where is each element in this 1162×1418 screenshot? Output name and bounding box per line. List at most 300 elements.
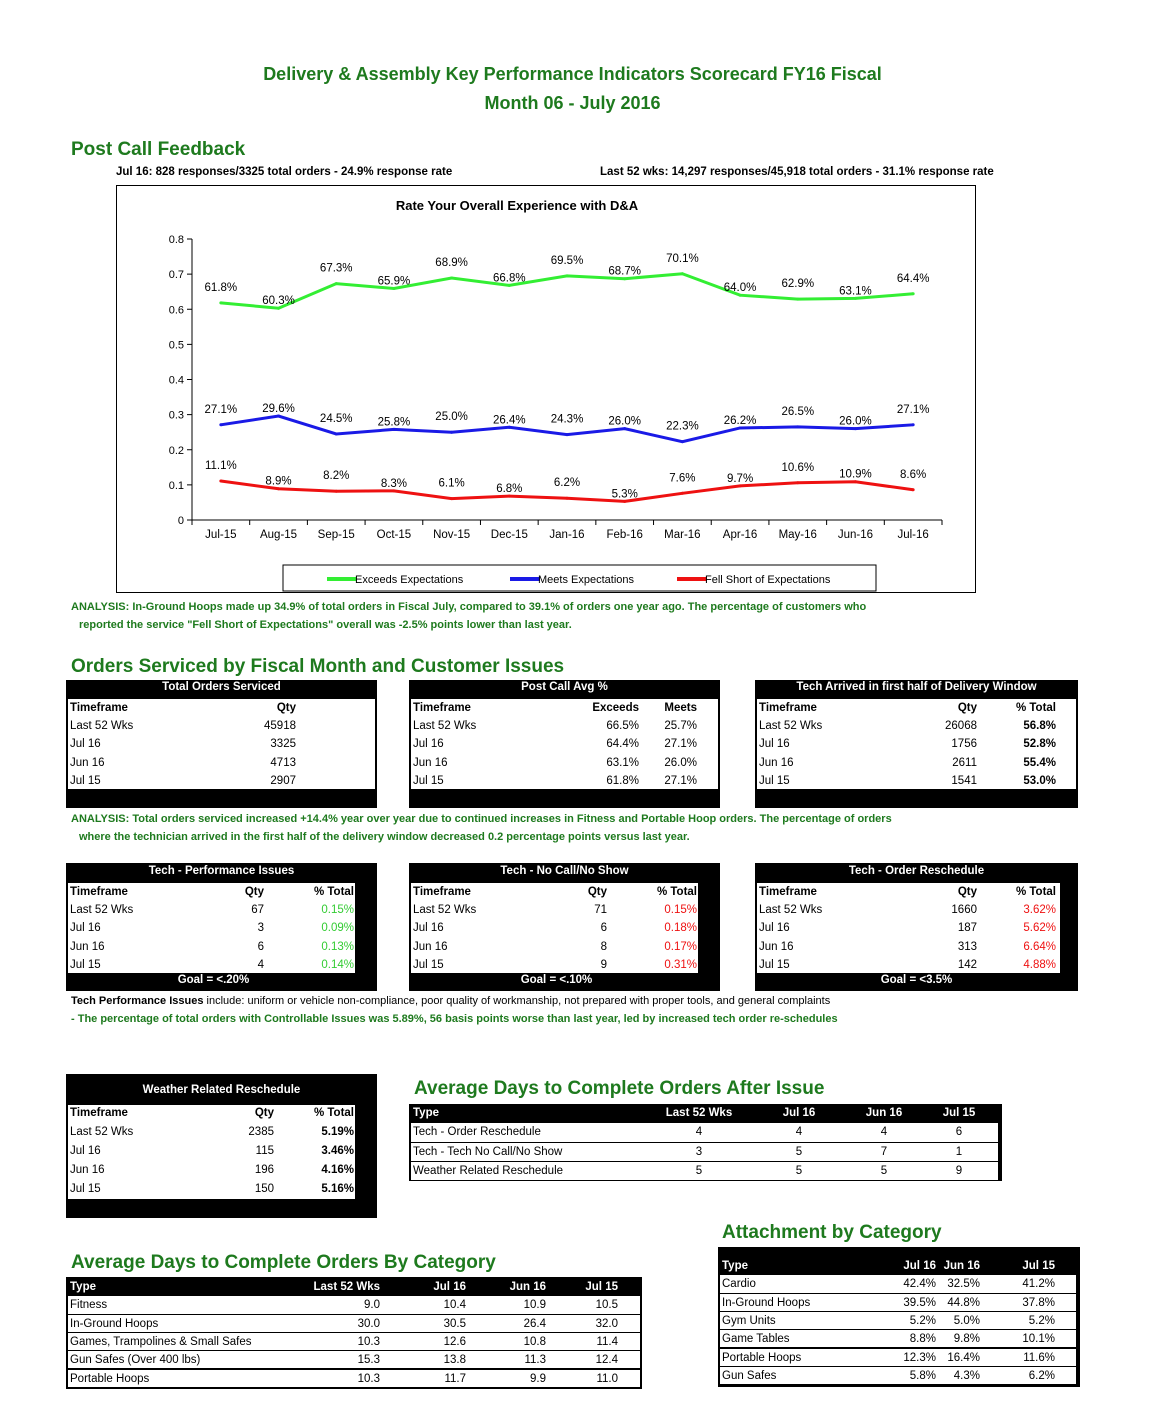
perf-issues-note-rest: include: uniform or vehicle non-compliance, poor quality of workmanship, not prepared with proper tools, and general complaints xyxy=(203,995,831,1007)
reschedule-title: Tech - Order Reschedule xyxy=(848,865,985,877)
y-tick-label: 0 xyxy=(177,515,184,527)
data-label: 68.7% xyxy=(608,265,641,278)
table-cell: 10.5 xyxy=(595,1299,618,1312)
data-label: 10.9% xyxy=(839,468,872,481)
table-cell: Jun 16 xyxy=(413,940,448,953)
x-tick-label: Mar-16 xyxy=(664,529,701,541)
table-cell: 0.15% xyxy=(664,904,697,917)
table-cell: 32.5% xyxy=(947,1278,980,1291)
postcall-avg-table xyxy=(409,680,720,808)
table-cell: 0.15% xyxy=(321,904,354,917)
table-cell: 4.3% xyxy=(953,1369,980,1382)
data-label: 62.9% xyxy=(781,278,815,291)
postcall-avg-title: Post Call Avg % xyxy=(521,681,608,693)
table-cell: Jul 15 xyxy=(70,1183,101,1195)
y-tick-label: 0.5 xyxy=(168,339,184,352)
orders-analysis-1: ANALYSIS: Total orders serviced increased +14.4% year over year due to continued increases in Fitness and Portable Hoop orders. The percentage of orders xyxy=(71,813,892,825)
table-cell: 10.3 xyxy=(357,1335,380,1348)
x-tick-label: Jul-16 xyxy=(897,529,929,541)
table-cell: 196 xyxy=(254,1164,274,1176)
table-cell: Gun Safes xyxy=(722,1369,777,1382)
table-cell: 6.2% xyxy=(1028,1369,1055,1382)
legend-label: Exceeds Expectations xyxy=(355,574,464,586)
y-tick-label: 0.6 xyxy=(168,304,184,317)
table-cell: 37.8% xyxy=(1022,1296,1055,1309)
nocall-goal: Goal = <.10% xyxy=(520,974,593,986)
x-tick-label: Jan-16 xyxy=(549,529,585,541)
table-cell: 3.46% xyxy=(321,1145,354,1157)
table-cell: 5.19% xyxy=(321,1126,354,1138)
table-cell: 0.14% xyxy=(321,958,354,971)
data-label: 64.4% xyxy=(896,272,930,285)
table-cell: 3 xyxy=(695,1145,703,1158)
data-label: 9.7% xyxy=(726,472,754,485)
table-cell: 9 xyxy=(600,958,607,971)
data-label: 26.0% xyxy=(839,415,872,428)
data-label: 8.6% xyxy=(900,468,927,481)
chart-title: Rate Your Overall Experience with D&A xyxy=(395,198,639,213)
table-cell: 0.18% xyxy=(664,922,697,935)
table-cell: 42.4% xyxy=(903,1278,936,1291)
table-header-cell: Type xyxy=(413,1107,439,1119)
x-tick-label: Aug-15 xyxy=(259,529,298,541)
data-point xyxy=(450,497,453,500)
legend-label: Meets Expectations xyxy=(538,574,634,586)
table-cell: 13.8 xyxy=(443,1354,466,1367)
tech-arrived-title: Tech Arrived in first half of Delivery Window xyxy=(796,681,1037,693)
table-header-cell: Type xyxy=(722,1260,748,1272)
table-cell: 16.4% xyxy=(947,1351,980,1364)
table-cell: 150 xyxy=(254,1183,274,1195)
post-call-left-subtitle: Jul 16: 828 responses/3325 total orders - 24.9% response rate xyxy=(116,166,453,178)
table-cell: Last 52 Wks xyxy=(413,720,477,733)
table-cell: Jul 15 xyxy=(759,958,790,971)
table-cell: 0.31% xyxy=(664,958,697,971)
table-cell: 10.8 xyxy=(523,1335,546,1348)
table-cell: 26068 xyxy=(945,720,977,733)
table-cell: 63.1% xyxy=(606,756,639,769)
table-cell: 55.4% xyxy=(1023,756,1056,769)
table-cell: Jun 16 xyxy=(70,1164,105,1176)
table-cell: 26.0% xyxy=(664,756,697,769)
table-cell: 1756 xyxy=(951,738,977,751)
title-line-2: Month 06 - July 2016 xyxy=(484,93,661,113)
data-label: 25.0% xyxy=(435,411,468,424)
table-cell: 56.8% xyxy=(1023,720,1056,733)
table-cell: 2385 xyxy=(248,1126,274,1138)
experience-chart xyxy=(116,185,976,593)
table-cell: 5 xyxy=(695,1164,703,1177)
table-cell: 27.1% xyxy=(664,738,697,751)
table-header-cell: Exceeds xyxy=(592,702,639,714)
table-header-cell: Qty xyxy=(957,702,977,714)
table-cell: Jul 16 xyxy=(759,738,790,751)
table-header-cell: Qty xyxy=(254,1107,274,1119)
table-cell: Jul 16 xyxy=(70,738,101,751)
data-label: 63.1% xyxy=(839,285,872,298)
data-label: 6.8% xyxy=(496,483,523,496)
table-cell: 5 xyxy=(880,1164,888,1177)
table-cell: Fitness xyxy=(70,1299,108,1312)
table-header-cell: Last 52 Wks xyxy=(313,1281,380,1293)
experience-chart-svg xyxy=(117,186,975,592)
table-header-cell: Timeframe xyxy=(413,702,471,714)
table-cell: 39.5% xyxy=(903,1296,936,1309)
table-cell: 8 xyxy=(600,940,607,953)
data-point xyxy=(796,425,799,428)
table-header-cell: Timeframe xyxy=(70,886,128,898)
data-label: 27.1% xyxy=(204,403,238,416)
data-point xyxy=(681,492,684,495)
table-cell: 3 xyxy=(257,922,264,935)
avg-issue-heading: Average Days to Complete Orders After Issue xyxy=(414,1078,825,1099)
table-cell: 5.2% xyxy=(909,1314,936,1327)
data-point xyxy=(912,292,915,295)
data-label: 26.0% xyxy=(608,415,641,428)
table-header-cell: % Total xyxy=(656,886,697,898)
table-cell: Jul 15 xyxy=(759,774,790,787)
table-header-cell: Jun 16 xyxy=(943,1260,980,1272)
table-cell: Last 52 Wks xyxy=(70,720,134,733)
table-cell: 71 xyxy=(594,904,607,917)
data-label: 26.5% xyxy=(781,405,815,418)
x-tick-label: Sep-15 xyxy=(317,529,355,541)
data-label: 24.3% xyxy=(550,413,584,426)
table-cell: In-Ground Hoops xyxy=(70,1317,159,1330)
table-cell: Jul 15 xyxy=(413,958,444,971)
table-cell: Jun 16 xyxy=(413,756,448,769)
data-label: 64.0% xyxy=(723,282,757,295)
y-tick-label: 0.8 xyxy=(168,234,184,246)
table-cell: 5.62% xyxy=(1023,922,1056,935)
table-cell: 4.88% xyxy=(1023,958,1056,971)
table-cell: 5 xyxy=(795,1145,803,1158)
table-cell: 4 xyxy=(795,1126,803,1139)
x-tick-label: Feb-16 xyxy=(606,529,643,541)
tech-arrived-table xyxy=(755,680,1078,808)
table-cell: 61.8% xyxy=(606,774,639,787)
data-label: 27.1% xyxy=(896,403,930,416)
table-cell: 5.2% xyxy=(1028,1314,1055,1327)
table-header-cell: Qty xyxy=(244,886,264,898)
perf-issues-table xyxy=(66,863,377,991)
table-header-cell: % Total xyxy=(1015,886,1056,898)
data-point xyxy=(335,490,338,493)
y-tick-label: 0.3 xyxy=(168,409,184,422)
table-cell: 11.3 xyxy=(524,1354,546,1367)
data-point xyxy=(566,433,569,436)
table-cell: 67 xyxy=(251,904,264,917)
table-cell: 53.0% xyxy=(1023,774,1056,787)
table-header-cell: Timeframe xyxy=(759,702,817,714)
table-cell: 4 xyxy=(695,1126,703,1139)
x-tick-label: Jul-15 xyxy=(205,529,237,541)
data-label: 22.3% xyxy=(666,420,699,433)
table-cell: 6 xyxy=(600,922,607,935)
table-cell: Cardio xyxy=(722,1278,756,1291)
perf-issues-note xyxy=(71,992,830,1010)
table-cell: 30.5 xyxy=(443,1317,466,1330)
data-point xyxy=(566,274,569,277)
data-point xyxy=(219,301,222,304)
data-label: 7.6% xyxy=(669,472,696,485)
post-call-heading: Post Call Feedback xyxy=(71,139,246,160)
data-label: 8.2% xyxy=(323,470,350,483)
table-header-cell: % Total xyxy=(313,1107,354,1119)
table-cell: Last 52 Wks xyxy=(759,904,823,917)
table-cell: 52.8% xyxy=(1023,738,1056,751)
data-point xyxy=(450,431,453,434)
data-label: 8.3% xyxy=(380,477,408,490)
controllable-issues-note: - The percentage of total orders with Controllable Issues was 5.89%, 56 basis points worse than last year, led by increased tech order re-schedules xyxy=(71,1013,838,1025)
table-cell: 4.16% xyxy=(321,1164,354,1176)
table-cell: 7 xyxy=(880,1145,888,1158)
table-cell: 2907 xyxy=(270,774,296,787)
table-cell: Jul 16 xyxy=(759,922,790,935)
table-cell: Gun Safes (Over 400 lbs) xyxy=(70,1354,201,1367)
table-cell: 12.4 xyxy=(595,1354,618,1367)
avg-issue-table xyxy=(409,1104,1002,1181)
table-cell: 4 xyxy=(880,1126,888,1139)
reschedule-goal: Goal = <3.5% xyxy=(880,974,953,986)
data-label: 29.6% xyxy=(262,403,295,416)
orders-analysis-2: where the technician arrived in the first half of the delivery window decreased 0.2 percentage points versus last year. xyxy=(79,831,690,843)
data-point xyxy=(796,481,799,484)
table-cell: 5.8% xyxy=(909,1369,936,1382)
data-label: 65.9% xyxy=(377,275,411,288)
table-cell: Jul 16 xyxy=(70,922,101,935)
data-label: 67.3% xyxy=(319,262,353,275)
x-tick-label: Nov-15 xyxy=(433,529,471,541)
table-cell: 11.0 xyxy=(596,1372,618,1385)
data-point xyxy=(335,282,338,285)
table-cell: 313 xyxy=(957,940,977,953)
table-cell: Jul 16 xyxy=(413,922,444,935)
table-cell: 10.9 xyxy=(523,1299,546,1312)
table-cell: 64.4% xyxy=(606,738,639,751)
data-label: 26.2% xyxy=(723,414,757,427)
table-cell: 10.4 xyxy=(443,1299,466,1312)
table-header-cell: % Total xyxy=(1015,702,1056,714)
table-cell: 1 xyxy=(955,1145,963,1158)
weather-table xyxy=(66,1074,377,1218)
table-header-cell: Type xyxy=(70,1281,96,1293)
table-header-cell: Timeframe xyxy=(413,886,471,898)
data-label: 68.9% xyxy=(435,256,468,269)
table-cell: Tech - Tech No Call/No Show xyxy=(413,1145,563,1158)
table-cell: 45918 xyxy=(264,720,296,733)
table-cell: Portable Hoops xyxy=(70,1372,150,1385)
title-line-1: Delivery & Assembly Key Performance Indicators Scorecard FY16 Fiscal xyxy=(263,64,882,84)
table-header-cell: Jul 15 xyxy=(942,1107,976,1119)
perf-issues-note-bold: Tech Performance Issues xyxy=(71,995,204,1007)
table-cell: 3.62% xyxy=(1023,904,1056,917)
data-label: 5.3% xyxy=(611,488,638,501)
table-cell: 32.0 xyxy=(595,1317,618,1330)
data-point xyxy=(796,298,799,301)
table-header-cell: Last 52 Wks xyxy=(665,1107,733,1119)
table-cell: 12.6 xyxy=(443,1335,466,1348)
page-title xyxy=(0,60,1145,118)
table-cell: 9.8% xyxy=(953,1333,980,1346)
avg-cat-heading: Average Days to Complete Orders By Category xyxy=(71,1252,496,1273)
table-cell: Jun 16 xyxy=(70,940,105,953)
table-cell: 142 xyxy=(957,958,977,971)
table-cell: Last 52 Wks xyxy=(70,904,134,917)
table-cell: 3325 xyxy=(270,738,296,751)
y-tick-label: 0.7 xyxy=(168,269,184,282)
data-point xyxy=(219,423,222,426)
table-cell: 2611 xyxy=(952,756,977,769)
table-cell: Jul 15 xyxy=(70,774,101,787)
table-cell: 12.3% xyxy=(903,1351,936,1364)
total-orders-title: Total Orders Serviced xyxy=(162,681,281,693)
data-point xyxy=(681,440,684,443)
post-call-analysis-1: ANALYSIS: In-Ground Hoops made up 34.9% of total orders in Fiscal July, compared to 39.1% of orders one year ago. The percentage of customers who xyxy=(71,601,867,613)
table-cell: 25.7% xyxy=(664,720,697,733)
x-tick-label: Dec-15 xyxy=(490,529,528,541)
table-cell: 1660 xyxy=(951,904,977,917)
table-header-cell: Jul 15 xyxy=(1022,1260,1055,1272)
table-cell: 6 xyxy=(257,940,264,953)
table-cell: Weather Related Reschedule xyxy=(413,1164,564,1177)
table-cell: Jun 16 xyxy=(70,756,105,769)
data-point xyxy=(566,497,569,500)
legend-label: Fell Short of Expectations xyxy=(705,574,831,586)
table-cell: Gym Units xyxy=(722,1314,776,1327)
table-cell: 30.0 xyxy=(357,1317,380,1330)
data-label: 60.3% xyxy=(262,295,295,308)
table-cell: Last 52 Wks xyxy=(70,1126,134,1138)
post-call-analysis-2: reported the service "Fell Short of Expectations" overall was -2.5% points lower than last year. xyxy=(79,619,572,631)
table-header-cell: Jul 15 xyxy=(585,1281,618,1293)
table-cell: Games, Trampolines & Small Safes xyxy=(70,1335,252,1348)
perf-issues-title: Tech - Performance Issues xyxy=(148,865,295,877)
table-cell: 0.13% xyxy=(321,940,354,953)
table-cell: Jun 16 xyxy=(759,756,794,769)
x-tick-label: Apr-16 xyxy=(722,529,758,541)
avg-cat-table xyxy=(66,1277,642,1389)
data-point xyxy=(335,432,338,435)
nocall-table xyxy=(409,863,720,991)
table-cell: 0.09% xyxy=(321,922,354,935)
data-label: 24.5% xyxy=(319,412,353,425)
data-point xyxy=(219,480,222,483)
table-cell: 10.3 xyxy=(357,1372,380,1385)
table-cell: 10.1% xyxy=(1022,1333,1055,1346)
data-label: 66.8% xyxy=(493,272,526,285)
data-label: 11.1% xyxy=(204,460,237,473)
table-header-cell: Timeframe xyxy=(70,702,128,714)
data-point xyxy=(681,272,684,275)
table-cell: 11.7 xyxy=(444,1372,466,1385)
x-tick-label: May-16 xyxy=(778,529,817,541)
table-cell: 6.64% xyxy=(1023,940,1056,953)
table-cell: Tech - Order Reschedule xyxy=(413,1126,541,1139)
table-header-cell: Meets xyxy=(664,702,697,714)
data-label: 10.6% xyxy=(781,461,815,474)
table-cell: Jul 15 xyxy=(413,774,444,787)
table-header-cell: Qty xyxy=(276,702,296,714)
total-orders-table xyxy=(66,680,377,808)
data-label: 26.4% xyxy=(493,414,526,427)
table-cell: 9.0 xyxy=(364,1299,380,1312)
attach-table xyxy=(718,1247,1080,1387)
post-call-right-subtitle: Last 52 wks: 14,297 responses/45,918 total orders - 31.1% response rate xyxy=(600,166,994,178)
table-cell: 9.9 xyxy=(530,1372,546,1385)
y-tick-label: 0.2 xyxy=(168,444,184,457)
table-header-cell: Jul 16 xyxy=(433,1281,466,1293)
table-cell: 11.6% xyxy=(1023,1351,1055,1364)
table-cell: Jul 16 xyxy=(70,1145,101,1157)
table-cell: 187 xyxy=(957,922,977,935)
table-header-cell: Qty xyxy=(587,886,607,898)
table-cell: 26.4 xyxy=(523,1317,546,1330)
table-cell: 9 xyxy=(955,1164,963,1177)
table-cell: 44.8% xyxy=(947,1296,980,1309)
table-cell: Last 52 Wks xyxy=(759,720,823,733)
table-cell: Portable Hoops xyxy=(722,1351,802,1364)
table-header-cell: Qty xyxy=(957,886,977,898)
orders-heading: Orders Serviced by Fiscal Month and Customer Issues xyxy=(71,656,565,677)
table-header-cell: Timeframe xyxy=(759,886,817,898)
table-cell: 66.5% xyxy=(606,720,639,733)
data-label: 6.2% xyxy=(553,477,581,490)
nocall-title: Tech - No Call/No Show xyxy=(500,865,629,877)
data-point xyxy=(912,423,915,426)
table-cell: Last 52 Wks xyxy=(413,904,477,917)
y-tick-label: 0.4 xyxy=(168,374,184,387)
table-cell: 27.1% xyxy=(664,774,697,787)
table-cell: 15.3 xyxy=(357,1354,380,1367)
table-cell: 5 xyxy=(795,1164,803,1177)
data-point xyxy=(912,488,915,491)
y-tick-label: 0.1 xyxy=(168,479,184,492)
table-cell: 41.2% xyxy=(1022,1278,1055,1291)
data-label: 70.1% xyxy=(666,252,699,265)
weather-title: Weather Related Reschedule xyxy=(142,1084,301,1096)
data-label: 8.9% xyxy=(265,475,292,488)
table-cell: 0.17% xyxy=(664,940,697,953)
table-cell: 1541 xyxy=(951,774,977,787)
table-header-cell: Jul 16 xyxy=(782,1107,816,1119)
table-cell: Jul 15 xyxy=(70,958,101,971)
table-cell: Game Tables xyxy=(722,1333,790,1346)
table-header-cell: Timeframe xyxy=(70,1107,128,1119)
data-label: 25.8% xyxy=(377,416,411,429)
table-cell: Jun 16 xyxy=(759,940,794,953)
data-point xyxy=(450,276,453,279)
reschedule-table xyxy=(755,863,1078,991)
x-tick-label: Jun-16 xyxy=(837,529,874,541)
table-cell: 11.4 xyxy=(596,1335,618,1348)
x-tick-label: Oct-15 xyxy=(376,529,412,541)
table-cell: 8.8% xyxy=(909,1333,936,1346)
table-cell: 5.0% xyxy=(953,1314,980,1327)
data-label: 61.8% xyxy=(204,281,238,294)
table-cell: In-Ground Hoops xyxy=(722,1296,811,1309)
table-cell: 115 xyxy=(255,1145,274,1157)
perf-goal: Goal = <.20% xyxy=(177,974,250,986)
table-header-cell: Jun 16 xyxy=(509,1281,546,1293)
table-cell: 6 xyxy=(955,1126,963,1139)
data-label: 6.1% xyxy=(438,477,465,490)
table-header-cell: % Total xyxy=(313,886,354,898)
table-header-cell: Jul 16 xyxy=(903,1260,936,1272)
table-cell: 4713 xyxy=(270,756,296,769)
data-label: 69.5% xyxy=(550,254,584,267)
attach-heading: Attachment by Category xyxy=(722,1222,942,1243)
